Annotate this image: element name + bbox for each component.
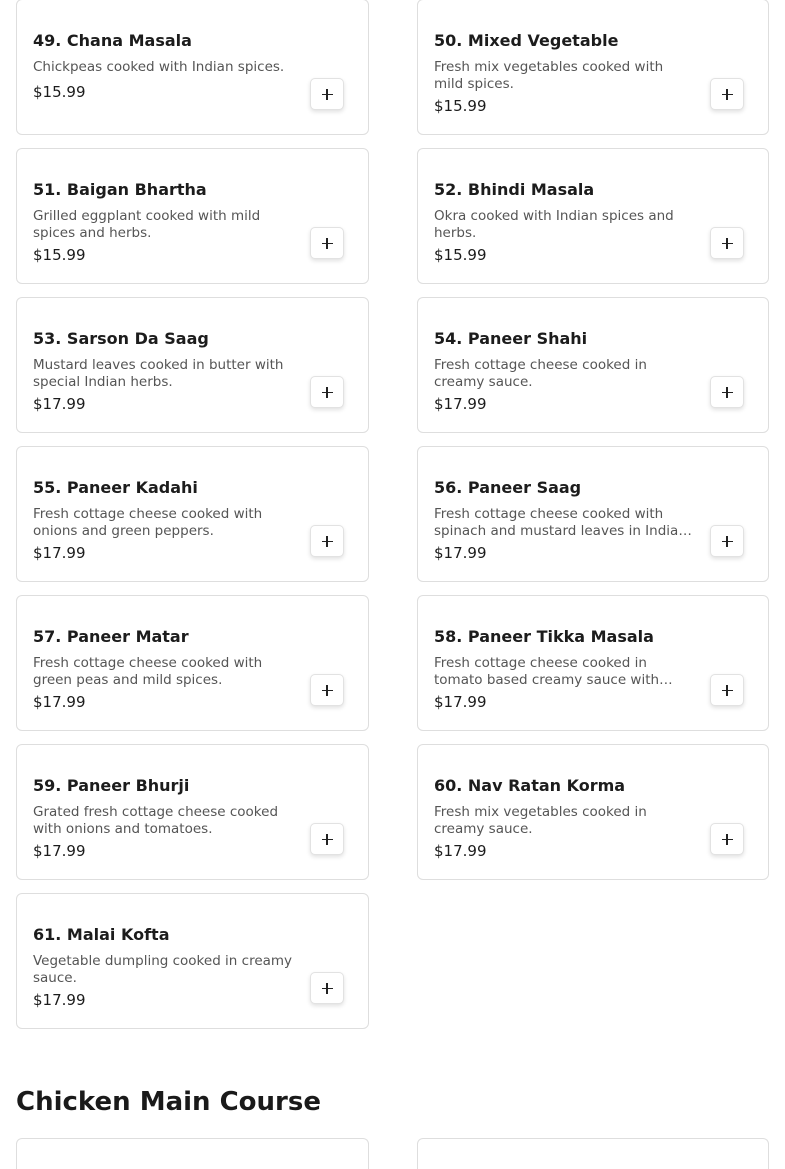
menu-item-title: 61. Malai Kofta bbox=[33, 925, 170, 944]
menu-item-description: Fresh cottage cheese cooked with onions and green peppers. bbox=[33, 506, 263, 539]
menu-item-card[interactable] bbox=[417, 446, 769, 582]
plus-icon bbox=[322, 238, 333, 249]
menu-item-title: 52. Bhindi Masala bbox=[434, 180, 595, 199]
menu-item-card[interactable] bbox=[16, 1138, 369, 1169]
menu-item-price: $17.99 bbox=[434, 693, 487, 711]
add-to-cart-button[interactable] bbox=[310, 823, 344, 855]
menu-item-card[interactable] bbox=[16, 297, 369, 433]
menu-item-card[interactable] bbox=[16, 0, 369, 135]
menu-item-description: Fresh cottage cheese cooked with green peas and mild spices. bbox=[33, 655, 263, 688]
menu-item-title: 56. Paneer Saag bbox=[434, 478, 582, 497]
add-to-cart-button[interactable] bbox=[310, 227, 344, 259]
plus-icon bbox=[722, 536, 733, 547]
plus-icon bbox=[322, 983, 333, 994]
menu-item-title: 54. Paneer Shahi bbox=[434, 329, 588, 348]
menu-item-price: $15.99 bbox=[33, 246, 86, 264]
menu-item-description: Grated fresh cottage cheese cooked with onions and tomatoes. bbox=[33, 804, 279, 837]
menu-item-card[interactable] bbox=[417, 595, 769, 731]
menu-item-title: 59. Paneer Bhurji bbox=[33, 776, 190, 795]
menu-item-price: $17.99 bbox=[33, 693, 86, 711]
menu-item-price: $15.99 bbox=[434, 246, 487, 264]
add-to-cart-button[interactable] bbox=[710, 78, 744, 110]
menu-item-price: $17.99 bbox=[33, 395, 86, 413]
add-to-cart-button[interactable] bbox=[310, 674, 344, 706]
menu-item-price: $17.99 bbox=[434, 842, 487, 860]
menu-item-grid bbox=[16, 0, 769, 1029]
menu-item-description: Fresh mix vegetables cooked in creamy sauce. bbox=[434, 804, 647, 837]
add-to-cart-button[interactable] bbox=[710, 674, 744, 706]
menu-item-description: Fresh cottage cheese cooked in tomato based creamy sauce with bbox=[434, 655, 660, 688]
menu-item-card[interactable] bbox=[417, 0, 769, 135]
menu-item-description: Vegetable dumpling cooked in creamy sauce. bbox=[33, 953, 293, 986]
menu-item-card[interactable] bbox=[16, 744, 369, 880]
add-to-cart-button[interactable] bbox=[710, 227, 744, 259]
add-to-cart-button[interactable] bbox=[710, 823, 744, 855]
plus-icon bbox=[322, 685, 333, 696]
plus-icon bbox=[322, 89, 333, 100]
menu-item-description: Mustard leaves cooked in butter with special Indian herbs. bbox=[33, 357, 284, 390]
menu-item-title: 57. Paneer Matar bbox=[33, 627, 189, 646]
plus-icon bbox=[722, 834, 733, 845]
menu-item-title: 50. Mixed Vegetable bbox=[434, 31, 619, 50]
menu-item-description: Fresh cottage cheese cooked with spinach and mustard leaves in Indian bbox=[434, 506, 687, 539]
plus-icon bbox=[322, 834, 333, 845]
menu-item-title: 49. Chana Masala bbox=[33, 31, 192, 50]
menu-item-price: $15.99 bbox=[434, 97, 487, 115]
plus-icon bbox=[722, 387, 733, 398]
add-to-cart-button[interactable] bbox=[310, 972, 344, 1004]
plus-icon bbox=[322, 536, 333, 547]
menu-item-card[interactable] bbox=[16, 446, 369, 582]
menu-item-title: 60. Nav Ratan Korma bbox=[434, 776, 626, 795]
add-to-cart-button[interactable] bbox=[310, 78, 344, 110]
menu-item-description: Grilled eggplant cooked with mild spices and herbs. bbox=[33, 208, 261, 241]
menu-item-card[interactable] bbox=[16, 595, 369, 731]
add-to-cart-button[interactable] bbox=[710, 376, 744, 408]
menu-item-card[interactable] bbox=[16, 148, 369, 284]
menu-item-card[interactable] bbox=[417, 744, 769, 880]
menu-item-description: Okra cooked with Indian spices and herbs. bbox=[434, 208, 674, 241]
menu-item-title: 51. Baigan Bhartha bbox=[33, 180, 207, 199]
menu-item-card[interactable] bbox=[417, 1138, 769, 1169]
menu-item-price: $15.99 bbox=[33, 83, 86, 101]
add-to-cart-button[interactable] bbox=[310, 525, 344, 557]
menu-item-price: $17.99 bbox=[434, 544, 487, 562]
menu-item-card[interactable] bbox=[417, 297, 769, 433]
menu-item-grid-next bbox=[16, 1138, 769, 1169]
menu-item-price: $17.99 bbox=[33, 991, 86, 1009]
add-to-cart-button[interactable] bbox=[310, 376, 344, 408]
menu-item-title: 55. Paneer Kadahi bbox=[33, 478, 198, 497]
menu-item-price: $17.99 bbox=[33, 842, 86, 860]
menu-item-price: $17.99 bbox=[434, 395, 487, 413]
menu-item-description: Chickpeas cooked with Indian spices. bbox=[33, 59, 285, 75]
plus-icon bbox=[322, 387, 333, 398]
menu-item-description: Fresh mix vegetables cooked with mild spices. bbox=[434, 59, 664, 92]
menu-item-title: 53. Sarson Da Saag bbox=[33, 329, 209, 348]
plus-icon bbox=[722, 685, 733, 696]
section-heading: Chicken Main Course bbox=[16, 1087, 321, 1117]
plus-icon bbox=[722, 238, 733, 249]
menu-item-card[interactable] bbox=[417, 148, 769, 284]
menu-item-description: Fresh cottage cheese cooked in creamy sauce. bbox=[434, 357, 647, 390]
plus-icon bbox=[722, 89, 733, 100]
add-to-cart-button[interactable] bbox=[710, 525, 744, 557]
menu-item-title: 58. Paneer Tikka Masala bbox=[434, 627, 654, 646]
menu-item-card[interactable] bbox=[16, 893, 369, 1029]
menu-item-price: $17.99 bbox=[33, 544, 86, 562]
